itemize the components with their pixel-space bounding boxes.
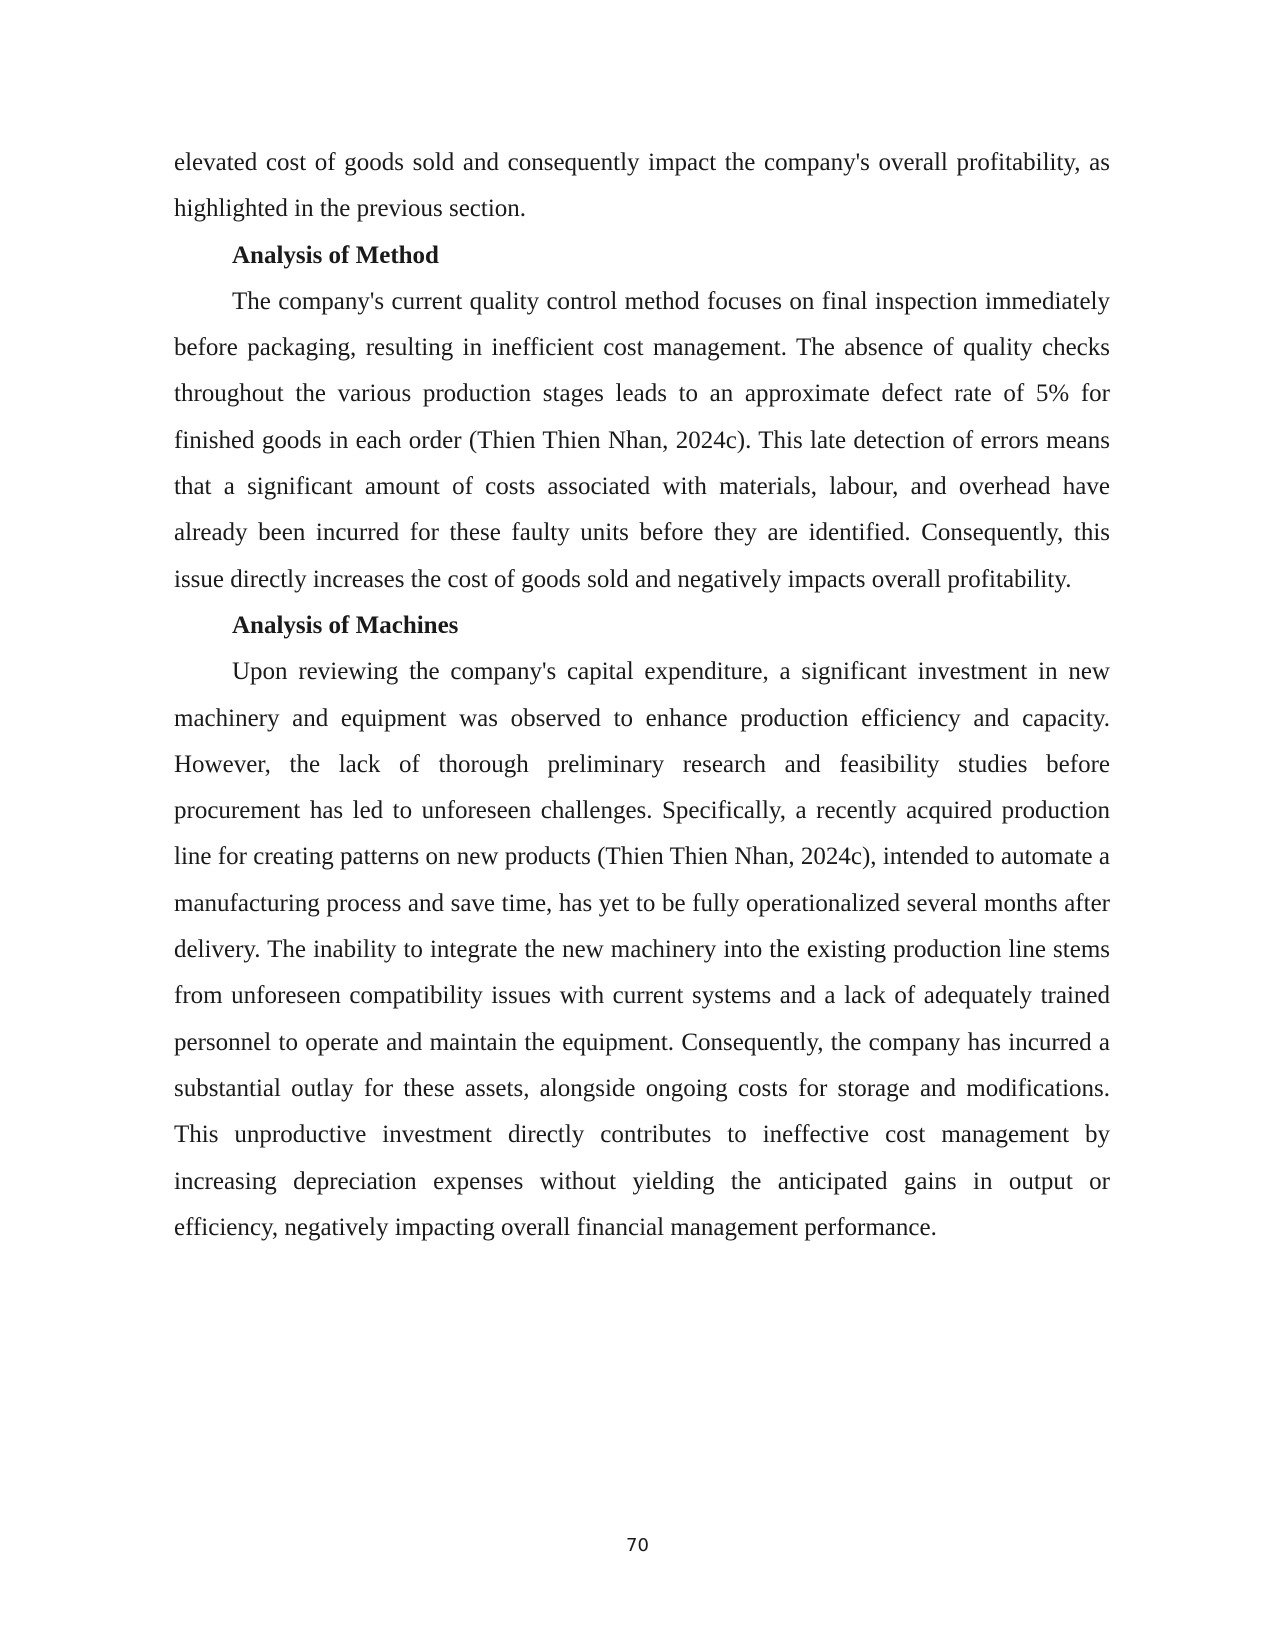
page-body bbox=[174, 140, 1110, 1251]
section-heading-machines: Analysis of Machines bbox=[232, 611, 459, 639]
paragraph-method: The company's current quality control method focuses on final inspection immediately before packaging, resulting in inefficient cost management. The absence of quality checks throughout the various production stages leads to an approximate defect rate of 5% for finished goods in each order (Thien Thien Nhan, 2024c). This late detection of errors means that a significant amount of costs associated with materials, labour, and overhead have already been incurred for these faulty units before they are identified. Consequently, this issue directly increases the cost of goods sold and negatively impacts overall profitability. bbox=[174, 287, 1110, 593]
section-heading-method: Analysis of Method bbox=[232, 241, 439, 269]
page-number: 70 bbox=[626, 1535, 649, 1556]
paragraph-intro: elevated cost of goods sold and consequently impact the company's overall profitability, as highlighted in the previous section. bbox=[174, 149, 1110, 223]
paragraph-machines: Upon reviewing the company's capital expenditure, a significant investment in new machinery and equipment was observed to enhance production efficiency and capacity. However, the lack of thorough preliminary research and feasibility studies before procurement has led to unforeseen challenges. Specifically, a recently acquired production line for creating patterns on new products (Thien Thien Nhan, 2024c), intended to automate a manufacturing process and save time, has yet to be fully operationalized several months after delivery. The inability to integrate the new machinery into the existing production line stems from unforeseen compatibility issues with current systems and a lack of adequately trained personnel to operate and maintain the equipment. Consequently, the company has incurred a substantial outlay for these assets, alongside ongoing costs for storage and modifications. This unproductive investment directly contributes to ineffective cost management by increasing depreciation expenses without yielding the anticipated gains in output or efficiency, negatively impacting overall financial management performance. bbox=[174, 658, 1110, 1241]
